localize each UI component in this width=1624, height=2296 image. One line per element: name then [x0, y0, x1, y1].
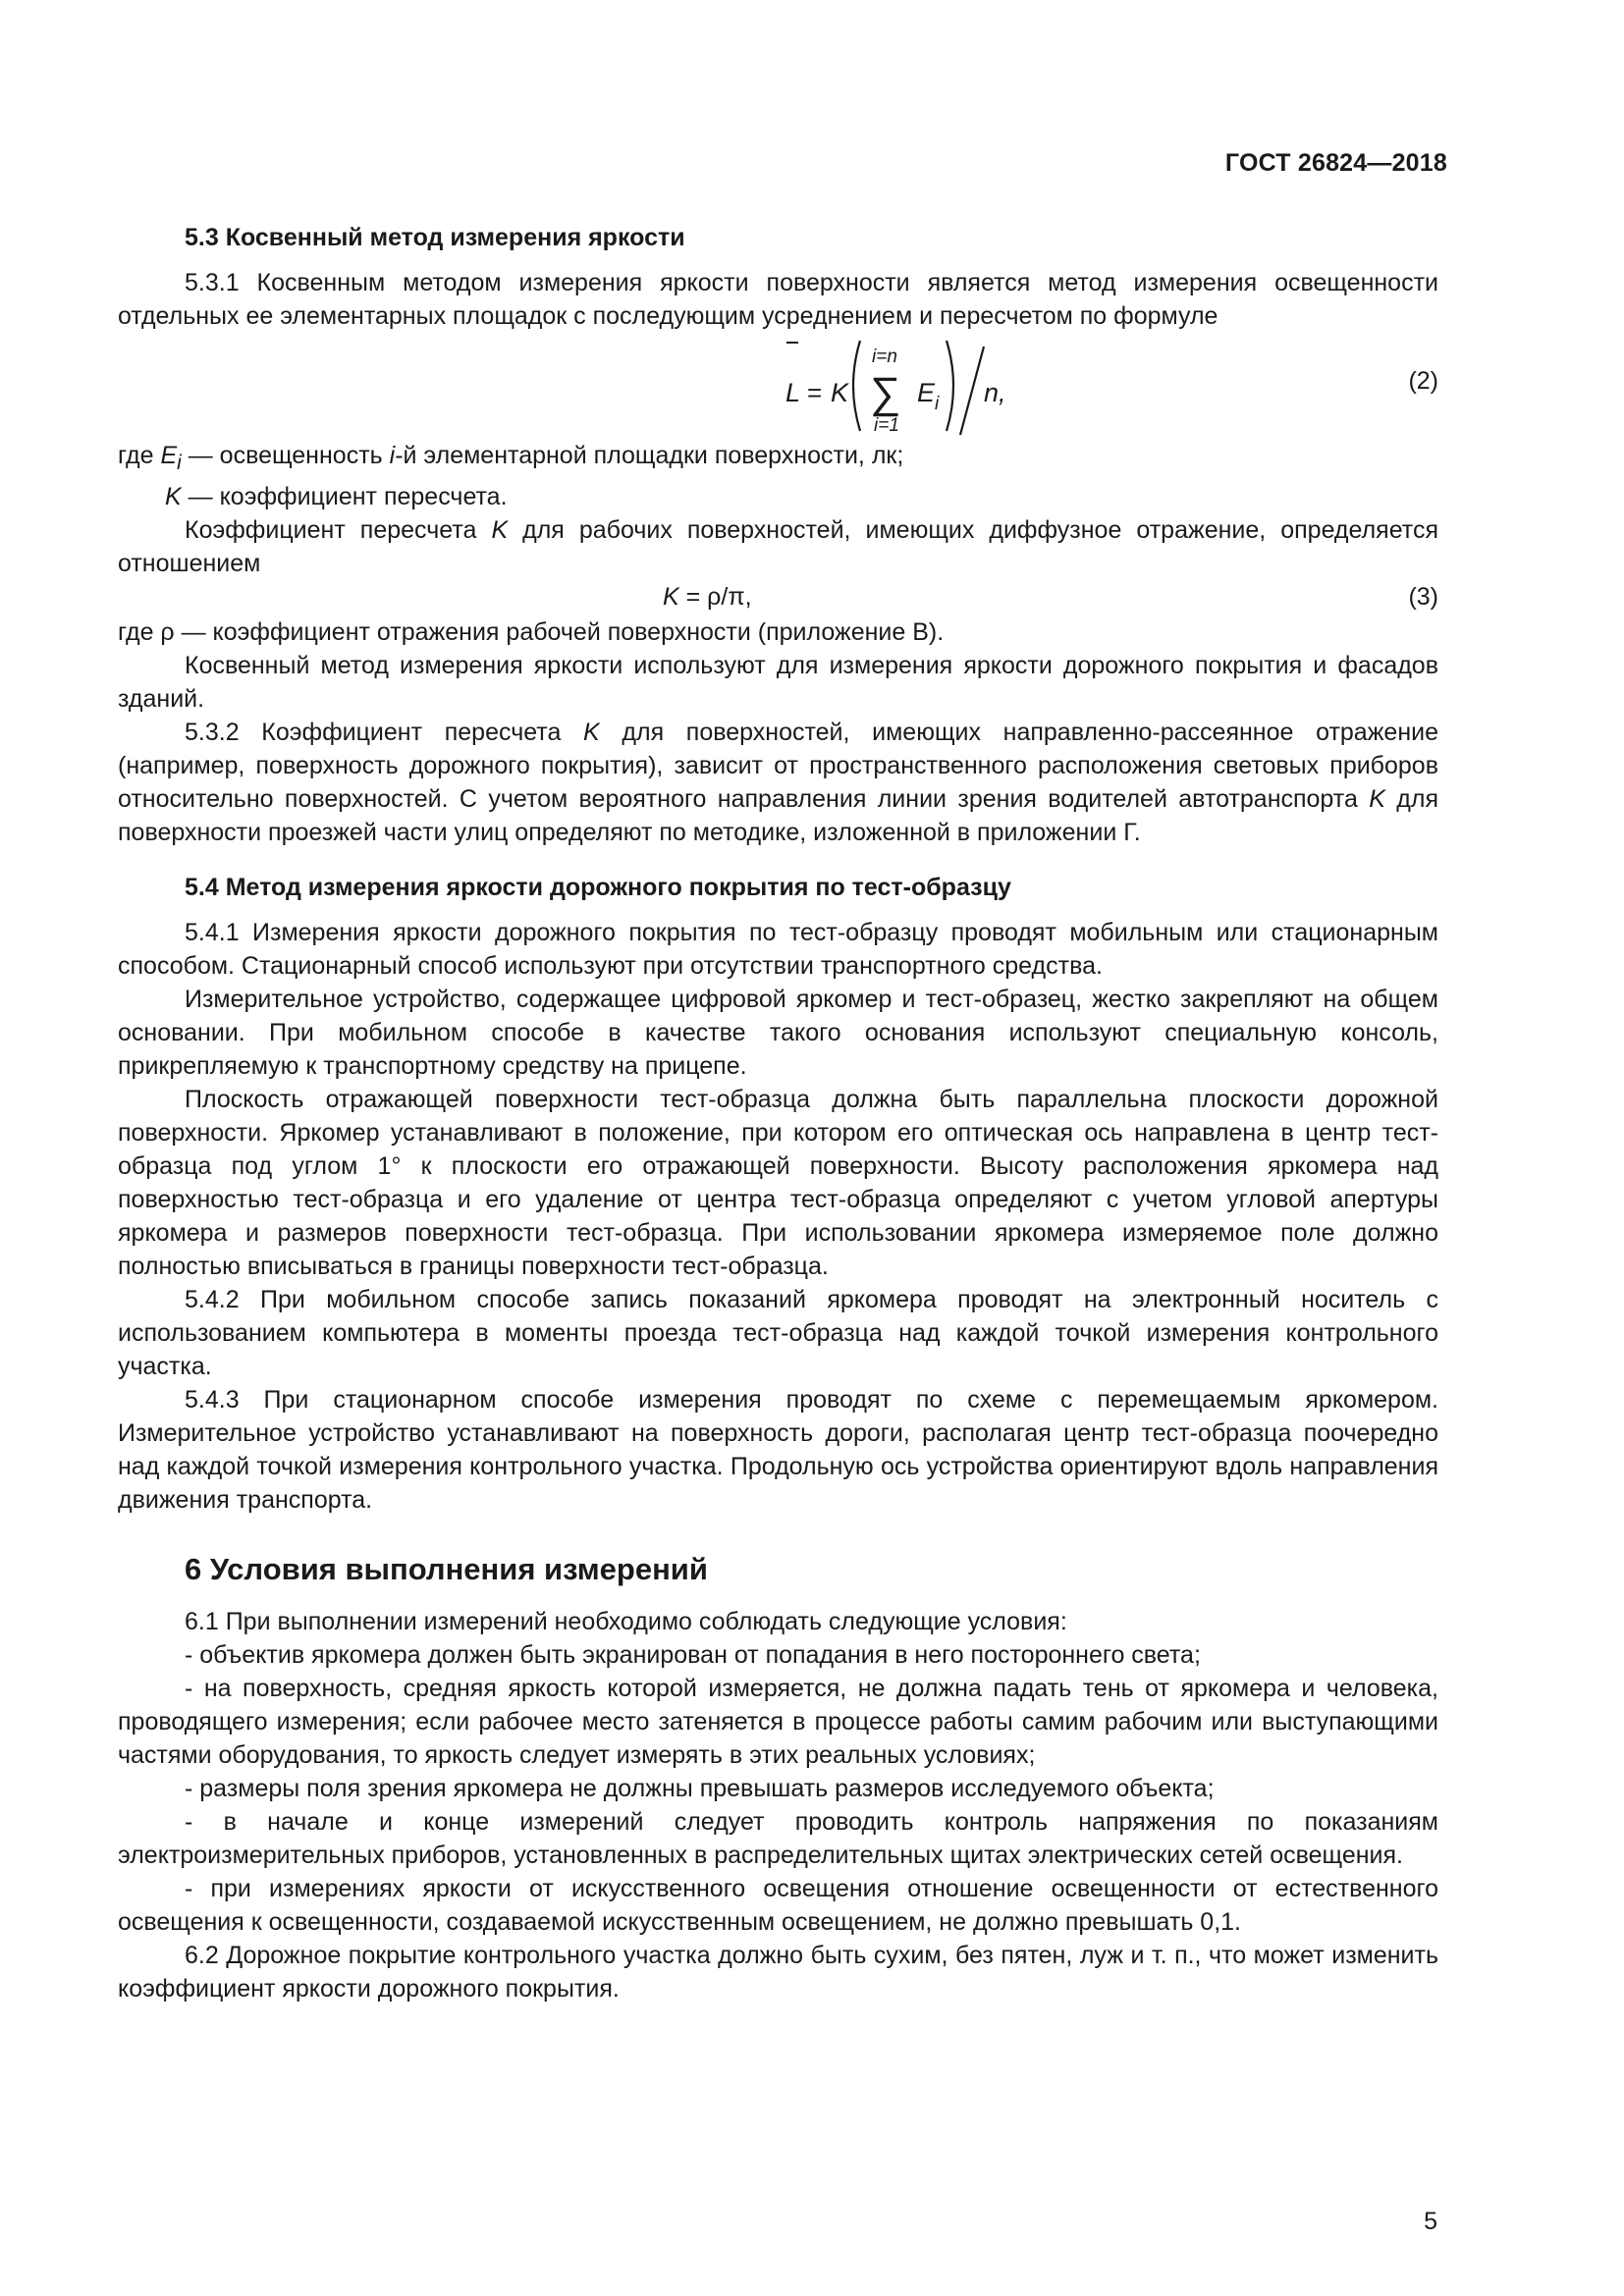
paragraph-measuring-device: Измерительное устройство, содержащее цифровой яркомер и тест-образец, жестко закрепляют на общем основании. При мобильном способе в качестве такого основания используют специальную консоль, прикрепляемую к транспортному средству на прицепе.	[118, 986, 1438, 1080]
formula-3-rest: = ρ/π,	[678, 583, 752, 611]
p532-text-3: для поверхности проезжей части улиц определяют по методике, изложенной в приложении Г.	[118, 785, 1438, 846]
paragraph-5-3-1: 5.3.1 Косвенным методом измерения яркости поверхности является метод измерения освещенности отдельных ее элементарных площадок с последующим усреднением и пересчетом по формуле	[118, 269, 1438, 330]
formula-2-number: (2)	[1408, 367, 1438, 395]
k-def-text-1: Коэффициент пересчета	[185, 516, 492, 544]
formula-equals: =	[807, 378, 823, 407]
p532-symbol-k: K	[583, 719, 600, 746]
section-5-4-heading: 5.4 Метод измерения яркости дорожного покрытия по тест-образцу	[185, 874, 1011, 901]
k-def-text-2: для рабочих поверхностей, имеющих диффузное отражение, определяется отношением	[118, 516, 1438, 577]
formula-3	[118, 580, 1438, 615]
formula-e: E	[917, 378, 936, 407]
sum-upper-limit: i=n	[872, 347, 897, 367]
where-k-line	[118, 480, 1438, 513]
where-ei-text-2: -й элементарной площадки поверхности, лк;	[395, 442, 904, 469]
paragraph-6-2: 6.2 Дорожное покрытие контрольного участка должно быть сухим, без пятен, луж и т. п., что может изменить коэффициент яркости дорожного покрытия.	[118, 1942, 1438, 2002]
document-header-id: ГОСТ 26824—2018	[1224, 149, 1447, 177]
formula-e-sub: i	[935, 394, 940, 414]
p532-symbol-k-2: K	[1369, 785, 1385, 813]
formula-3-k: K	[663, 583, 679, 611]
p532-text-2: для поверхностей, имеющих направленно-рассеянное отражение (например, поверхность дорожного покрытия), зависит от пространственного расположения световых приборов относительно поверхностей. С учетом вероятного направления линии зрения водителей автотранспорта	[118, 719, 1438, 813]
list-item-field-of-view: - размеры поля зрения яркомера не должны превышать размеров исследуемого объекта;	[185, 1775, 1215, 1802]
list-item-illuminance-ratio: - при измерениях яркости от искусственного освещения отношение освещенности от естественного освещения к освещенности, создаваемой искусственным освещением, не должно превышать 0,1.	[118, 1875, 1438, 1936]
symbol-e-sub: i	[177, 452, 182, 474]
paragraph-k-definition	[118, 513, 1438, 580]
list-item-voltage-control: - в начале и конце измерений следует проводить контроль напряжения по показаниям электроизмерительных приборов, установленных в распределительных щитах электрических сетей освещения.	[118, 1808, 1438, 1869]
left-paren	[853, 341, 860, 431]
right-paren	[947, 341, 953, 431]
p532-text-1: 5.3.2 Коэффициент пересчета	[185, 719, 584, 746]
symbol-e: E	[160, 442, 178, 469]
where-ei-line	[118, 439, 1438, 480]
formula-2-graphic	[648, 333, 849, 439]
paragraph-test-sample-plane: Плоскость отражающей поверхности тест-образца должна быть параллельна плоскости дорожной поверхности. Яркомер устанавливают в положение, при котором его оптическая ось направлена в центр тест-образца под углом 1° к плоскости его отражающей поверхности. Высоту расположения яркомера над поверхностью тест-образца и его удаление от центра тест-образца определяют с учетом угловой апертуры яркомера и размеров поверхности тест-образца. При использовании яркомера измеряемое поле должно полностью вписываться в границы поверхности тест-образца.	[118, 1086, 1438, 1280]
formula-n: n,	[984, 378, 1006, 407]
paragraph-5-4-3: 5.4.3 При стационарном способе измерения проводят по схеме с перемещаемым яркомером. Измерительное устройство устанавливают на поверхность дороги, располагая центр тест-образца поочередно над каждой точкой измерения контрольного участка. Продольную ось устройства ориентируют вдоль направления движения транспорта.	[118, 1386, 1438, 1514]
where-label: где	[118, 442, 154, 469]
formula-3-expression	[663, 580, 752, 614]
formula-2	[118, 333, 1438, 439]
where-k-text: — коэффициент пересчета.	[181, 483, 508, 510]
document-body	[118, 221, 1438, 2005]
symbol-i: i	[389, 442, 396, 469]
k-def-symbol: K	[491, 516, 509, 544]
page-number: 5	[1424, 2208, 1437, 2235]
list-item-no-shadow: - на поверхность, средняя яркость которой измеряется, не должна падать тень от яркомера и человека, проводящего измерения; если рабочее место затеняется в процессе работы самим рабочим или выступающими частями оборудования, то яркость следует измерять в этих реальных условиях;	[118, 1675, 1438, 1769]
paragraph-5-3-2	[118, 716, 1438, 849]
paragraph-5-4-1: 5.4.1 Измерения яркости дорожного покрытия по тест-образцу проводят мобильным или стационарным способом. Стационарный способ используют при отсутствии транспортного средства.	[118, 919, 1438, 980]
paragraph-6-1: 6.1 При выполнении измерений необходимо соблюдать следующие условия:	[185, 1608, 1067, 1635]
formula-2-sum-graphic	[846, 333, 1062, 439]
formula-3-number: (3)	[1408, 583, 1438, 611]
formula-k: K	[831, 378, 849, 407]
where-rho-line: где ρ — коэффициент отражения рабочей поверхности (приложение В).	[118, 618, 945, 646]
list-item-lens-shielding: - объектив яркомера должен быть экранирован от попадания в него постороннего света;	[185, 1641, 1201, 1669]
division-slash	[960, 347, 984, 435]
sum-lower-limit: i=1	[874, 415, 899, 436]
sum-sigma: ∑	[870, 369, 901, 417]
formula-lhs: L	[785, 378, 801, 407]
paragraph-indirect-use: Косвенный метод измерения яркости используют для измерения яркости дорожного покрытия и фасадов зданий.	[118, 652, 1438, 713]
paragraph-5-4-2: 5.4.2 При мобильном способе запись показаний яркомера проводят на электронный носитель с использованием компьютера в моменты проезда тест-образца над каждой точкой измерения контрольного участка.	[118, 1286, 1438, 1380]
section-6-heading: 6 Условия выполнения измерений	[185, 1552, 708, 1586]
section-5-3-heading: 5.3 Косвенный метод измерения яркости	[185, 224, 685, 251]
where-ei-text-1: — освещенность	[181, 442, 390, 469]
symbol-k: K	[165, 483, 182, 510]
